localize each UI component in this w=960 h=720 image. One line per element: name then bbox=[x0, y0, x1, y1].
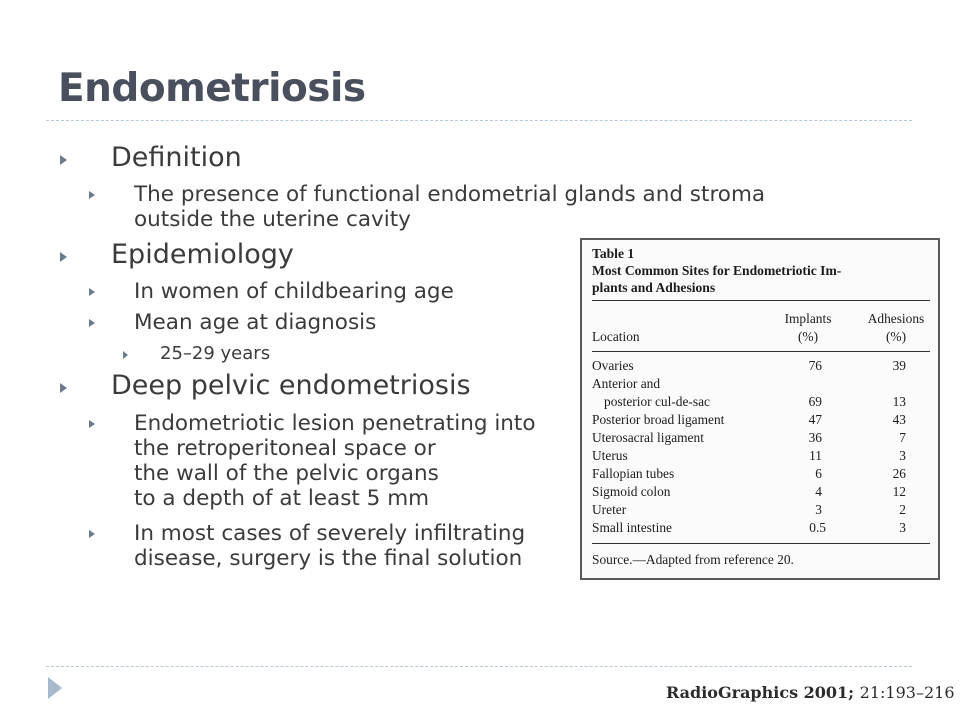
table-row-location: Sigmoid colon bbox=[592, 484, 671, 499]
table-row-implants: 4 bbox=[815, 484, 822, 499]
bullet-triangle-icon bbox=[60, 252, 67, 262]
table-row-implants: 11 bbox=[809, 448, 822, 463]
bullet-triangle-icon bbox=[89, 319, 95, 327]
table-row-adhesions: 12 bbox=[892, 484, 906, 499]
citation-journal: RadioGraphics 2001; bbox=[666, 683, 855, 702]
table-row-implants: 6 bbox=[815, 466, 822, 481]
table-row-adhesions: 3 bbox=[899, 448, 906, 463]
table-label: Table 1 bbox=[592, 246, 635, 261]
table-row-location: Fallopian tubes bbox=[592, 466, 675, 481]
table-row-adhesions: 7 bbox=[899, 430, 906, 445]
slide-title: Endometriosis bbox=[58, 66, 366, 111]
deep-item-1-line-4: to a depth of at least 5 mm bbox=[134, 486, 430, 511]
deep-item-1-line-3: the wall of the pelvic organs bbox=[134, 461, 439, 486]
header-implants-unit: (%) bbox=[797, 329, 819, 344]
table-row-adhesions: 26 bbox=[892, 466, 906, 481]
table-caption-line-2: plants and Adhesions bbox=[592, 280, 716, 295]
heading-epidemiology: Epidemiology bbox=[111, 239, 294, 270]
table-row-adhesions: 2 bbox=[899, 502, 906, 517]
deep-item-1-line-2: the retroperitoneal space or bbox=[134, 436, 436, 461]
table-row-location: Ureter bbox=[592, 502, 627, 517]
table-row-adhesions: 3 bbox=[899, 520, 906, 535]
table-row-implants: 47 bbox=[808, 412, 822, 427]
table-rule bbox=[592, 351, 930, 352]
table-row-adhesions: 43 bbox=[892, 412, 906, 427]
bullet-triangle-icon bbox=[60, 383, 67, 393]
bullet-triangle-icon bbox=[60, 155, 67, 165]
table-row-adhesions: 39 bbox=[892, 358, 906, 373]
table-row-implants: 3 bbox=[815, 502, 822, 517]
citation bbox=[666, 683, 955, 702]
footer-arrow-icon bbox=[48, 677, 62, 699]
sites-table-figure bbox=[580, 238, 940, 580]
table-row-location: Uterosacral ligament bbox=[592, 430, 704, 445]
table-caption-line-1: Most Common Sites for Endometriotic Im- bbox=[592, 263, 842, 278]
table-row-location: Posterior broad ligament bbox=[592, 412, 725, 427]
table-row-implants: 69 bbox=[808, 394, 822, 409]
deep-item-1-line-1: Endometriotic lesion penetrating into bbox=[134, 411, 536, 436]
table-row-location: Uterus bbox=[592, 448, 628, 463]
bullet-triangle-icon bbox=[89, 288, 95, 296]
bullet-triangle-icon bbox=[89, 530, 95, 538]
table-rule bbox=[592, 300, 930, 301]
table-source: Source.—Adapted from reference 20. bbox=[592, 552, 794, 567]
definition-line-1: The presence of functional endometrial glands and stroma bbox=[134, 182, 766, 207]
table-row-location: Anterior and bbox=[592, 376, 661, 391]
bullet-triangle-icon bbox=[123, 351, 128, 359]
epidemiology-item-1: In women of childbearing age bbox=[134, 279, 454, 304]
table-row-location: Ovaries bbox=[592, 358, 634, 373]
deep-item-2-line-1: In most cases of severely infiltrating bbox=[134, 521, 526, 546]
epidemiology-item-2: Mean age at diagnosis bbox=[134, 310, 377, 335]
heading-definition: Definition bbox=[111, 142, 242, 173]
deep-item-2-line-2: disease, surgery is the final solution bbox=[134, 546, 523, 571]
footer-divider bbox=[46, 666, 912, 667]
epidemiology-subitem: 25–29 years bbox=[160, 343, 271, 364]
header-location: Location bbox=[592, 329, 640, 344]
header-adhesions: Adhesions bbox=[867, 311, 925, 326]
table-row-location: posterior cul-de-sac bbox=[604, 394, 710, 409]
table-row-implants: 36 bbox=[808, 430, 822, 445]
bullet-triangle-icon bbox=[89, 191, 95, 199]
header-adhesions-unit: (%) bbox=[885, 329, 907, 344]
title-divider bbox=[46, 120, 912, 121]
table-rule bbox=[592, 543, 930, 544]
definition-line-2: outside the uterine cavity bbox=[134, 207, 411, 232]
table-row-adhesions: 13 bbox=[892, 394, 906, 409]
table-row-implants: 76 bbox=[808, 358, 822, 373]
bullet-triangle-icon bbox=[89, 420, 95, 428]
citation-pages: 21:193–216 bbox=[859, 683, 955, 702]
heading-deep-pelvic: Deep pelvic endometriosis bbox=[111, 370, 471, 401]
table-row-location: Small intestine bbox=[592, 520, 672, 535]
table-row-implants: 0.5 bbox=[809, 520, 826, 535]
header-implants: Implants bbox=[784, 311, 832, 326]
